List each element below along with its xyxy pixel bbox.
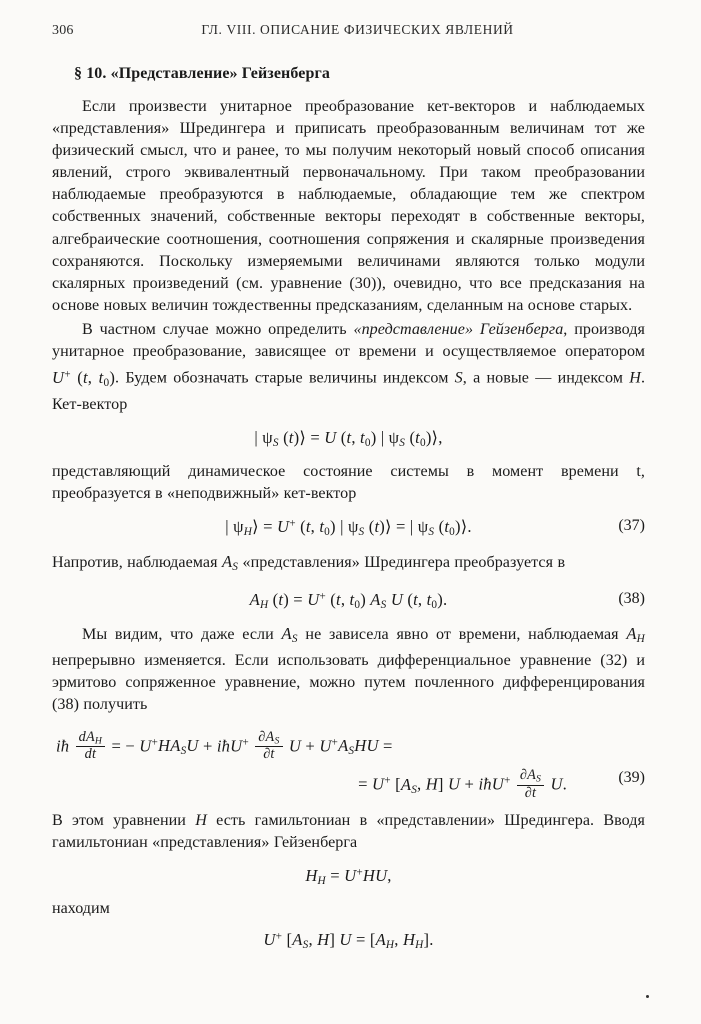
paragraph-2-part-c: . Будем обозначать старые величины индексом [115, 369, 455, 387]
paragraph-2-part-e: . Кет-вектор [52, 369, 646, 414]
paragraph-2 [52, 319, 645, 416]
paragraph-1: Если произвести унитарное преобразование кет-векторов и наблюдаемых «представления» Шредингера и приписать преобразованным величинам тот же физический смысл, что и ранее, то мы получим некоторый новый способ описания явлений, строго эквивалентный первоначальному. При таком преобразовании наблюдаемые преобразуются в наблюдаемые, обладающие тем же спектром собственных значений, собственные векторы переходят в собственные векторы, алгебраические соотношения, соотношения сопряжения и скалярные произведения сохраняются. Поскольку измеряемыми величинами являются только модули скалярных произведений (см. уравнение (30)), очевидно, что все предсказания на основе новых величин тождественны предсказаниям, сделанным на основе старых. [52, 98, 645, 314]
formula-38 [52, 590, 645, 611]
formula-39-number: (39) [618, 769, 645, 787]
formula-39-line-2 [52, 769, 645, 802]
formula-37-expression: | $\psi_H⟩ = U^+$ (t, $t_0$) | $\psi_S$ (t)⟩ = | $\psi_S$ $(t_0)⟩$. [225, 517, 472, 539]
paragraph-4-part-a: Напротив, наблюдаемая [52, 553, 222, 571]
section-title: § 10. «Представление» Гейзенберга [74, 65, 330, 82]
formula-39-line-1 [52, 728, 645, 764]
paragraph-2-part-a: В частном случае можно определить [82, 320, 354, 338]
formula-37-number: (37) [618, 517, 645, 535]
paragraph-4 [52, 551, 645, 578]
paragraph-2-part-d: , а новые — индексом [462, 369, 630, 387]
formula-37 [52, 517, 645, 538]
formula-38-number: (38) [618, 589, 645, 607]
formula-39-expression-2: = U+ [$A_S$, H] U + iħU+ $\frac{\partial A_S}{\partial t}$ U. [358, 767, 567, 802]
formula-38-expression: $A_H$ (t) = U+ (t, $t_0$) $A_S$ U (t, $t_0$). [249, 589, 448, 612]
index-h: H [629, 369, 641, 387]
formula-39-expression-1: iħ $\frac{dA_H}{dt}$ = − $U^+HA_SU$ + iħU+ $\frac{\partial A_S}{\partial t}$ $U + U^+A_SHU$ = [56, 728, 393, 763]
formula-hh-expression: $H_H = U^+HU$, [305, 866, 392, 888]
page-content [0, 65, 701, 951]
formula-ket [52, 428, 645, 449]
paragraph-6: В этом уравнении H есть гамильтониан в «представлении» Шредингера. Вводя гамильтониан «представления» Гейзенберга [52, 812, 645, 852]
observable-as-inline-2: $A_S$ [281, 624, 298, 646]
operator-inline: U+ (t, $t_0$) [52, 367, 116, 389]
paragraph-4-part-b: «представления» Шредингера преобразуется в [238, 553, 566, 571]
paragraph-2-emphasis: «представление» Гейзенберга [353, 320, 564, 338]
page-header [0, 0, 701, 39]
paragraph-7: находим [52, 899, 110, 917]
running-head: ГЛ. VIII. ОПИСАНИЕ ФИЗИЧЕСКИХ ЯВЛЕНИЙ [201, 22, 514, 37]
formula-commutator-expression: U+ [$A_S$, H] $U = [A_H$, $H_H$]. [263, 929, 434, 951]
hamiltonian-symbol: H [195, 812, 207, 830]
observable-as-inline: $A_S$ [221, 551, 239, 573]
page-number: 306 [52, 23, 74, 38]
paragraph-2-part-b: , производя унитарное преобразование, зависящее от времени и осуществляемое оператором [52, 320, 645, 361]
observable-ah-inline: $A_H$ [626, 624, 645, 646]
index-s: S [454, 369, 463, 387]
formula-commutator [52, 930, 645, 951]
paragraph-3: представляющий динамическое состояние системы в момент времени t, преобразуется в «неподвижный» кет-вектор [52, 463, 645, 503]
formula-ket-expression: | $\psi_S$ (t)⟩ = U (t, $t_0$) | $\psi_S$ $(t_0)⟩$, [254, 428, 443, 450]
formula-hh [52, 866, 645, 887]
page-artifact-dot [646, 995, 649, 998]
paragraph-5: Мы видим, что даже если $A_S$ не зависела явно от времени, наблюдаемая $A_H$ непрерывно изменяется. Если использовать дифференциальное уравнение (32) и эрмитово сопряженное уравнение, можно путем почленного дифференцирования (38) получить [52, 624, 645, 714]
